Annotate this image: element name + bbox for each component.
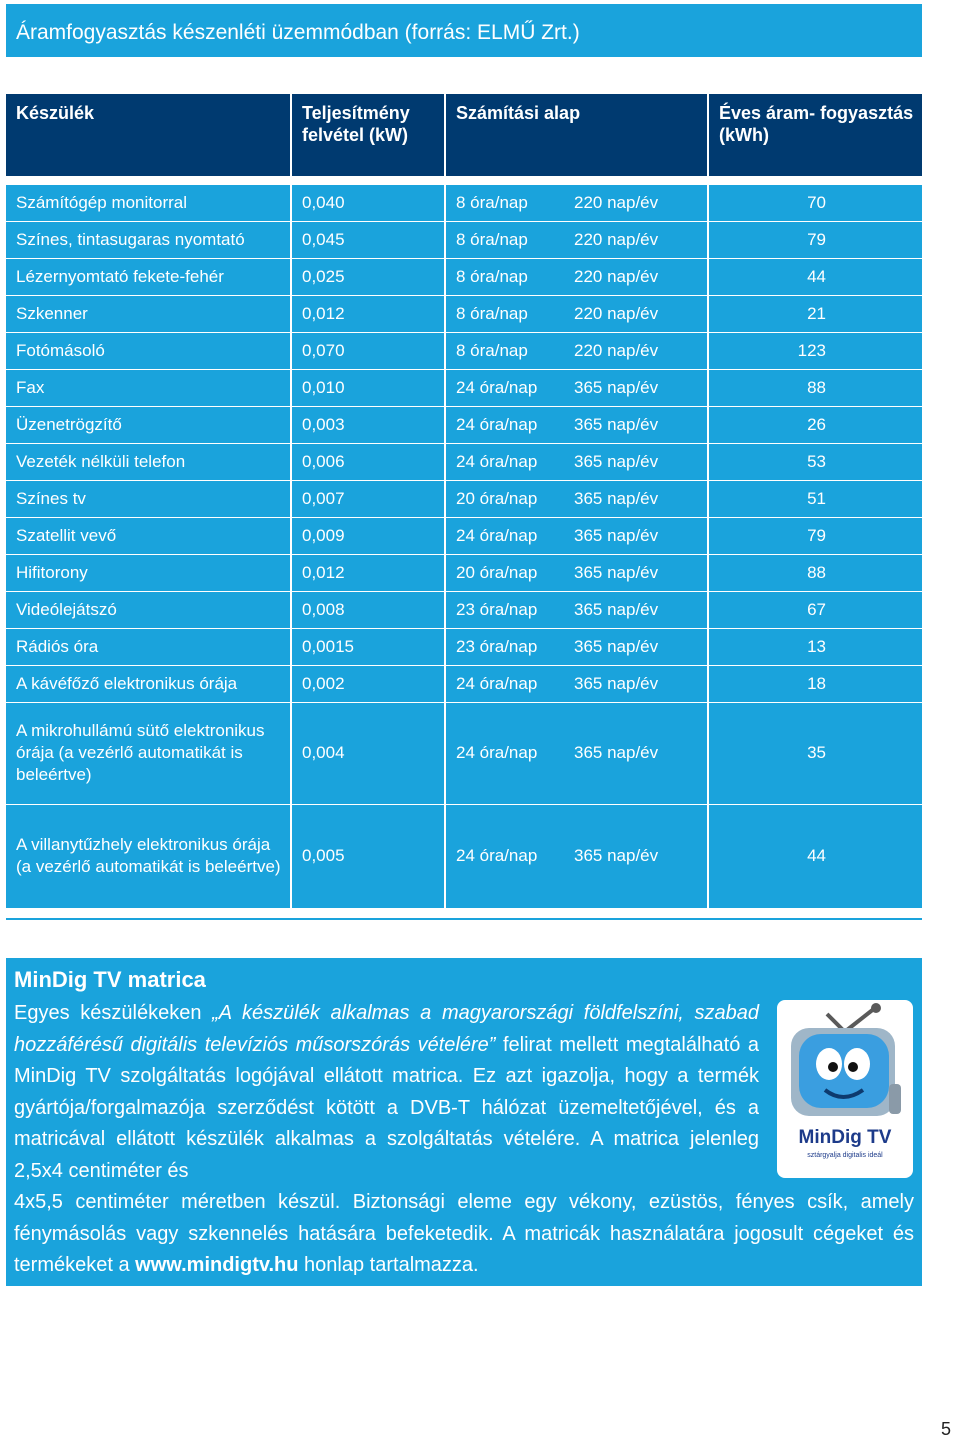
- cell-annual: 21: [708, 295, 922, 332]
- cell-power: 0,010: [291, 369, 445, 406]
- cell-power: 0,012: [291, 554, 445, 591]
- page-title: Áramfogyasztás készenléti üzemmódban (forrás: ELMŰ Zrt.): [16, 21, 580, 44]
- table-row: [6, 443, 922, 480]
- cell-annual: 44: [708, 258, 922, 295]
- cell-power: 0,005: [291, 804, 445, 908]
- cell-power: 0,004: [291, 702, 445, 804]
- cell-device: Lézernyomtató fekete-fehér: [6, 258, 291, 295]
- cell-power: 0,045: [291, 221, 445, 258]
- cell-hours: 8 óra/nap: [445, 295, 564, 332]
- logo-subtext: sztárgyalja digitalis ideál: [807, 1152, 883, 1159]
- cell-annual: 53: [708, 443, 922, 480]
- cell-annual: 26: [708, 406, 922, 443]
- cell-annual: 35: [708, 702, 922, 804]
- table-row: [6, 591, 922, 628]
- table-row: [6, 369, 922, 406]
- cell-device: Színes tv: [6, 480, 291, 517]
- cell-hours: 8 óra/nap: [445, 332, 564, 369]
- cell-power: 0,009: [291, 517, 445, 554]
- cell-annual: 79: [708, 517, 922, 554]
- header-basis: Számítási alap: [445, 94, 708, 176]
- table-row: [6, 184, 922, 221]
- cell-days: 365 nap/év: [564, 591, 708, 628]
- cell-device: Vezeték nélküli telefon: [6, 443, 291, 480]
- cell-device: A kávéfőző elektronikus órája: [6, 665, 291, 702]
- logo-text: MinDig TV: [798, 1127, 892, 1148]
- cell-hours: 24 óra/nap: [445, 406, 564, 443]
- cell-power: 0,008: [291, 591, 445, 628]
- cell-hours: 20 óra/nap: [445, 554, 564, 591]
- header-annual: Éves áram- fogyasztás (kWh): [708, 94, 922, 176]
- cell-hours: 24 óra/nap: [445, 702, 564, 804]
- cell-annual: 88: [708, 554, 922, 591]
- header-power: Teljesítmény felvétel (kW): [291, 94, 445, 176]
- consumption-table: [6, 94, 922, 909]
- cell-days: 220 nap/év: [564, 258, 708, 295]
- info-heading: MinDig TV matrica: [14, 967, 206, 992]
- table-row: [6, 804, 922, 908]
- cell-device: Színes, tintasugaras nyomtató: [6, 221, 291, 258]
- table-header-row: [6, 94, 922, 176]
- cell-days: 365 nap/év: [564, 702, 708, 804]
- cell-days: 365 nap/év: [564, 554, 708, 591]
- cell-days: 365 nap/év: [564, 517, 708, 554]
- table-row: [6, 554, 922, 591]
- title-bar: [6, 4, 922, 57]
- cell-days: 220 nap/év: [564, 184, 708, 221]
- header-device: Készülék: [6, 94, 291, 176]
- tv-mascot-icon: [777, 1000, 913, 1130]
- info-text-narrow: Egyes készülékeken „A készülék alkalmas a magyarországi földfelszíni, szabad hozzáférésű digitális televíziós műsorszórás vételére” felirat mellett megtalálható a MinDig TV szolgáltatás logójával ellátott matrica. Ez azt igazolja, hogy a termék gyártója/forgalmazója szerződést kötött a DVB-T hálózat üzemeltetőjével, és a matricával ellátott készülék alkalmas a szolgáltatás vételére. A matrica jelenleg 2,5x4 centiméter és: [14, 1002, 759, 1182]
- cell-device: Fotómásoló: [6, 332, 291, 369]
- table-row: [6, 332, 922, 369]
- cell-hours: 8 óra/nap: [445, 258, 564, 295]
- table-row: [6, 665, 922, 702]
- cell-power: 0,0015: [291, 628, 445, 665]
- cell-power: 0,006: [291, 443, 445, 480]
- cell-annual: 123: [708, 332, 922, 369]
- cell-annual: 13: [708, 628, 922, 665]
- cell-days: 365 nap/év: [564, 369, 708, 406]
- table-row: [6, 295, 922, 332]
- cell-hours: 23 óra/nap: [445, 591, 564, 628]
- cell-annual: 44: [708, 804, 922, 908]
- table-bottom-rule: [6, 918, 922, 920]
- table-row: [6, 480, 922, 517]
- table-row: [6, 221, 922, 258]
- table-row: [6, 702, 922, 804]
- cell-power: 0,003: [291, 406, 445, 443]
- cell-hours: 23 óra/nap: [445, 628, 564, 665]
- cell-device: A villanytűzhely elektronikus órája (a vezérlő automatikát is beleértve): [6, 804, 291, 908]
- cell-power: 0,025: [291, 258, 445, 295]
- cell-days: 365 nap/év: [564, 443, 708, 480]
- cell-device: Fax: [6, 369, 291, 406]
- cell-device: Hifitorony: [6, 554, 291, 591]
- cell-days: 365 nap/év: [564, 804, 708, 908]
- cell-device: Számítógép monitorral: [6, 184, 291, 221]
- cell-days: 365 nap/év: [564, 628, 708, 665]
- cell-device: Rádiós óra: [6, 628, 291, 665]
- cell-power: 0,012: [291, 295, 445, 332]
- cell-device: Üzenetrögzítő: [6, 406, 291, 443]
- cell-annual: 67: [708, 591, 922, 628]
- cell-hours: 20 óra/nap: [445, 480, 564, 517]
- cell-days: 365 nap/év: [564, 406, 708, 443]
- cell-power: 0,040: [291, 184, 445, 221]
- cell-device: Videólejátszó: [6, 591, 291, 628]
- table-row: [6, 517, 922, 554]
- info-url[interactable]: www.mindigtv.hu: [135, 1254, 299, 1276]
- cell-power: 0,007: [291, 480, 445, 517]
- cell-days: 220 nap/év: [564, 332, 708, 369]
- cell-hours: 8 óra/nap: [445, 221, 564, 258]
- page-number: 5: [941, 1419, 952, 1439]
- table-row: [6, 628, 922, 665]
- cell-hours: 8 óra/nap: [445, 184, 564, 221]
- info-quote: „A készülék alkalmas a magyarországi földfelszíni, szabad hozzáférésű digitális televíziós műsorszórás vételére”: [14, 1002, 759, 1056]
- cell-days: 365 nap/év: [564, 665, 708, 702]
- table-row: [6, 258, 922, 295]
- cell-device: A mikrohullámú sütő elektronikus órája (a vezérlő automatikát is beleértve): [6, 702, 291, 804]
- cell-annual: 70: [708, 184, 922, 221]
- cell-hours: 24 óra/nap: [445, 443, 564, 480]
- cell-days: 220 nap/év: [564, 295, 708, 332]
- mindig-info-box: [6, 958, 922, 1286]
- cell-days: 220 nap/év: [564, 221, 708, 258]
- cell-days: 365 nap/év: [564, 480, 708, 517]
- cell-hours: 24 óra/nap: [445, 804, 564, 908]
- cell-power: 0,002: [291, 665, 445, 702]
- cell-annual: 51: [708, 480, 922, 517]
- cell-annual: 18: [708, 665, 922, 702]
- cell-device: Szkenner: [6, 295, 291, 332]
- cell-annual: 79: [708, 221, 922, 258]
- info-text-wide: 4x5,5 centiméter méretben készül. Biztonsági eleme egy vékony, ezüstös, fényes csík, amely fénymásolás vagy szkennelés hatására befeketedik. A matricák használatára jogosult cégeket és termékeket a www.mindigtv.hu honlap tartalmazza.: [14, 1191, 914, 1276]
- table-row: [6, 406, 922, 443]
- cell-device: Szatellit vevő: [6, 517, 291, 554]
- cell-hours: 24 óra/nap: [445, 665, 564, 702]
- mindig-tv-logo: [777, 1000, 913, 1178]
- cell-hours: 24 óra/nap: [445, 369, 564, 406]
- cell-power: 0,070: [291, 332, 445, 369]
- cell-hours: 24 óra/nap: [445, 517, 564, 554]
- cell-annual: 88: [708, 369, 922, 406]
